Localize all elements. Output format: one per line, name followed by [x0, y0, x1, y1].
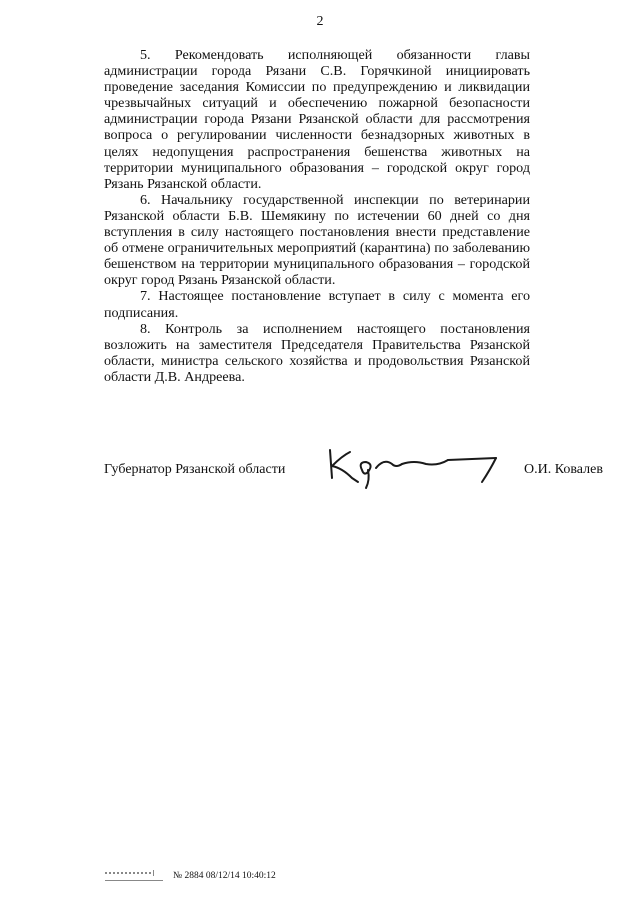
paragraph-8: 8. Контроль за исполнением настоящего постановления возложить на заместителя Председателя Правительства Рязанской области, министра сельского хозяйства и продовольствия Рязанской области Д.В. Андреева.: [104, 320, 530, 385]
handwritten-signature: [318, 442, 508, 492]
page-number: 2: [316, 14, 324, 29]
paragraph-7: 7. Настоящее постановление вступает в силу с момента его подписания.: [104, 288, 530, 321]
stamp-logo-icon: [103, 868, 169, 886]
footer-stamp: [103, 868, 363, 888]
signer-title: Губернатор Рязанской области: [104, 462, 286, 477]
paragraph-6: 6. Начальнику государственной инспекции по ветеринарии Рязанской области Б.В. Шемякину по истечении 60 дней со дня вступления в силу настоящего постановления внести представление об отмене ограничительных мероприятий (карантина) по заболеванию бешенством на территории муниципального образования – городской округ город Рязань Рязанской области.: [104, 191, 530, 289]
paragraph-5: 5. Рекомендовать исполняющей обязанности главы администрации города Рязани С.В. Горячкиной инициировать проведение заседания Комиссии по предупреждению и ликвидации чрезвычайных ситуаций и обеспечению пожарной безопасности администрации города Рязани Рязанской области для рассмотрения вопроса о регулировании численности безнадзорных животных в целях недопущения распространения бешенства животных на территории муниципального образования – городской округ город Рязань Рязанской области.: [104, 47, 530, 192]
signer-name: О.И. Ковалев: [524, 462, 603, 477]
registration-stamp: № 2884 08/12/14 10:40:12: [173, 871, 276, 881]
signature-block: [0, 442, 640, 502]
document-body: [104, 47, 530, 385]
